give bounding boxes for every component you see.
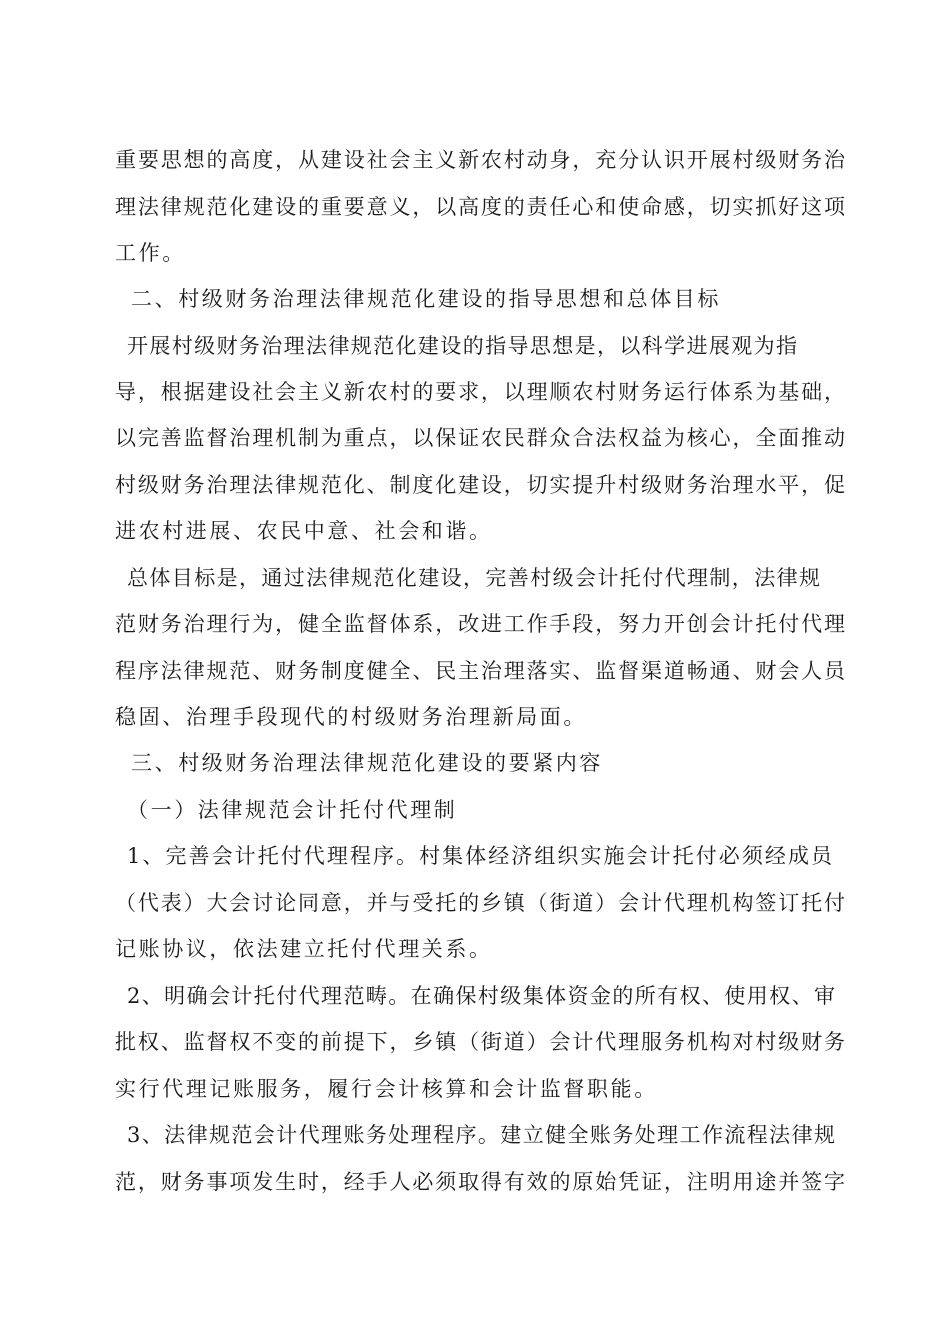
paragraph-line: 2、明确会计托付代理范畴。在确保村级集体资金的所有权、使用权、审 xyxy=(127,984,835,1008)
paragraph-line: 范，财务事项发生时，经手人必须取得有效的原始凭证，注明用途并签字 xyxy=(115,1170,845,1194)
paragraph-line: 进农村进展、农民中意、社会和谐。 xyxy=(115,519,493,543)
paragraph-line: 工作。 xyxy=(115,241,186,265)
subsection-heading: （一）法律规范会计托付代理制 xyxy=(127,798,458,822)
paragraph-line: （代表）大会讨论同意，并与受托的乡镇（街道）会计代理机构签订托付 xyxy=(115,891,845,915)
paragraph-line: 村级财务治理法律规范化、制度化建设，切实提升村级财务治理水平，促 xyxy=(115,473,845,497)
paragraph-line: 程序法律规范、财务制度健全、民主治理落实、监督渠道畅通、财会人员 xyxy=(115,659,845,683)
paragraph-line: 总体目标是，通过法律规范化建设，完善村级会计托付代理制，法律规 xyxy=(127,566,820,590)
section-heading: 二、村级财务治理法律规范化建设的指导思想和总体目标 xyxy=(131,287,721,311)
paragraph-line: 1、完善会计托付代理程序。村集体经济组织实施会计托付必须经成员 xyxy=(127,844,832,868)
paragraph-line: 批权、监督权不变的前提下，乡镇（街道）会计代理服务机构对村级财务 xyxy=(115,1030,845,1054)
paragraph-line: 稳固、治理手段现代的村级财务治理新局面。 xyxy=(115,705,587,729)
paragraph-line: 范财务治理行为，健全监督体系，改进工作手段，努力开创会计托付代理 xyxy=(115,612,845,636)
paragraph-line: 以完善监督治理机制为重点，以保证农民群众合法权益为核心，全面推动 xyxy=(115,426,845,450)
paragraph-line: 开展村级财务治理法律规范化建设的指导思想是，以科学进展观为指 xyxy=(127,334,797,358)
paragraph-line: 记账协议，依法建立托付代理关系。 xyxy=(115,937,493,961)
section-heading: 三、村级财务治理法律规范化建设的要紧内容 xyxy=(131,751,603,775)
paragraph-line: 3、法律规范会计代理账务处理程序。建立健全账务处理工作流程法律规 xyxy=(127,1123,835,1147)
paragraph-line: 实行代理记账服务，履行会计核算和会计监督职能。 xyxy=(115,1077,658,1101)
paragraph-line: 导，根据建设社会主义新农村的要求，以理顺农村财务运行体系为基础， xyxy=(115,380,845,404)
paragraph-line: 理法律规范化建设的重要意义，以高度的责任心和使命感，切实抓好这项 xyxy=(115,195,845,219)
paragraph-line: 重要思想的高度，从建设社会主义新农村动身，充分认识开展村级财务治 xyxy=(115,148,845,172)
